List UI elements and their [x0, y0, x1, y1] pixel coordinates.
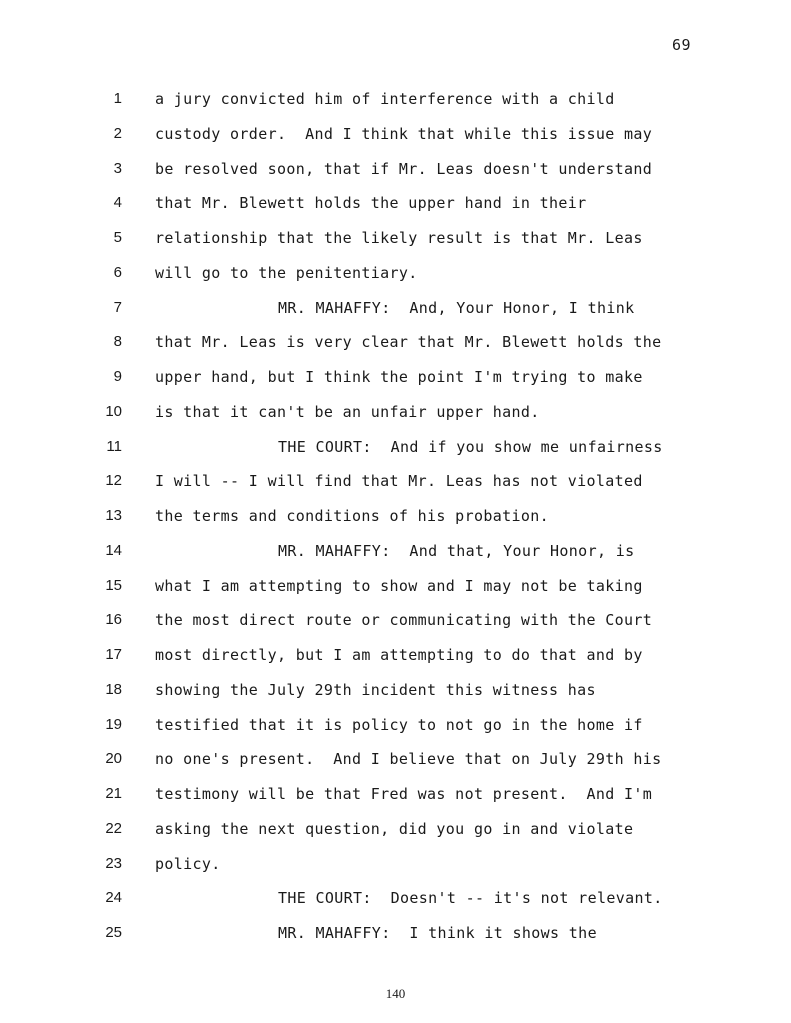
line-number: 23	[105, 854, 122, 872]
line-text: I will -- I will find that Mr. Leas has not violated	[155, 472, 643, 491]
transcript-line	[0, 881, 791, 916]
transcript-line	[0, 638, 791, 673]
transcript-line	[0, 325, 791, 360]
line-text: be resolved soon, that if Mr. Leas doesn't understand	[155, 159, 653, 178]
line-text: most directly, but I am attempting to do that and by	[155, 646, 643, 664]
line-number: 14	[105, 541, 122, 559]
line-number: 22	[105, 819, 122, 837]
line-text: no one's present. And I believe that on July 29th his	[155, 750, 662, 769]
line-text: showing the July 29th incident this witness has	[155, 680, 596, 699]
line-text: relationship that the likely result is that Mr. Leas	[155, 229, 643, 247]
line-text: the most direct route or communicating with the Court	[155, 611, 653, 630]
transcript-line	[0, 534, 791, 569]
transcript-line	[0, 847, 791, 882]
transcript-line	[0, 464, 791, 499]
line-text: THE COURT: And if you show me unfairness	[278, 437, 663, 456]
transcript-line	[0, 430, 791, 465]
transcript-line	[0, 708, 791, 743]
line-text: what I am attempting to show and I may not be taking	[155, 576, 643, 595]
line-text: MR. MAHAFFY: And that, Your Honor, is	[278, 541, 635, 560]
line-text: custody order. And I think that while this issue may	[155, 124, 653, 143]
line-number: 15	[105, 576, 122, 594]
transcript-line	[0, 186, 791, 221]
line-text: will go to the penitentiary.	[155, 263, 418, 282]
line-text: testimony will be that Fred was not present. And I'm	[155, 785, 653, 803]
transcript-line	[0, 569, 791, 604]
line-number: 6	[113, 263, 122, 281]
line-number: 11	[106, 437, 122, 455]
line-text: policy.	[155, 854, 221, 873]
transcript-line	[0, 916, 791, 951]
line-text: MR. MAHAFFY: And, Your Honor, I think	[278, 298, 635, 317]
page-number: 69	[672, 36, 692, 54]
line-number: 5	[113, 229, 122, 246]
transcript-line	[0, 360, 791, 395]
line-number: 21	[105, 785, 122, 802]
bates-number: 140	[385, 986, 406, 1001]
line-text: asking the next question, did you go in and violate	[155, 819, 634, 838]
transcript-line	[0, 673, 791, 708]
transcript-line	[0, 812, 791, 847]
transcript-line	[0, 603, 791, 638]
line-number: 25	[105, 924, 122, 941]
line-text: upper hand, but I think the point I'm trying to make	[155, 368, 643, 386]
transcript-line	[0, 82, 791, 117]
line-number: 7	[113, 298, 122, 316]
line-text: MR. MAHAFFY: I think it shows the	[278, 924, 597, 942]
transcript-line	[0, 395, 791, 430]
transcript-line	[0, 221, 791, 256]
line-number: 17	[105, 646, 122, 663]
transcript-line	[0, 117, 791, 152]
line-number: 18	[105, 680, 122, 698]
line-number: 4	[113, 194, 122, 212]
line-number: 13	[105, 507, 122, 524]
transcript-line	[0, 152, 791, 187]
line-number: 19	[105, 715, 122, 733]
line-number: 3	[113, 159, 122, 177]
transcript-line	[0, 291, 791, 326]
line-number: 2	[113, 124, 122, 142]
line-number: 16	[105, 611, 122, 629]
line-number: 12	[105, 472, 122, 490]
line-number: 1	[113, 90, 122, 107]
line-text: is that it can't be an unfair upper hand.	[155, 402, 540, 421]
transcript-line	[0, 777, 791, 812]
line-number: 9	[113, 368, 122, 385]
line-text: THE COURT: Doesn't -- it's not relevant.	[278, 889, 663, 908]
transcript-line	[0, 499, 791, 534]
transcript-line	[0, 742, 791, 777]
line-text: testified that it is policy to not go in the home if	[155, 715, 643, 734]
line-number: 24	[105, 889, 122, 907]
line-text: the terms and conditions of his probation.	[155, 507, 549, 525]
line-text: that Mr. Blewett holds the upper hand in their	[155, 194, 587, 213]
line-number: 10	[105, 402, 122, 420]
transcript-line	[0, 256, 791, 291]
line-text: a jury convicted him of interference with a child	[155, 90, 615, 108]
transcript-body	[0, 82, 791, 951]
line-number: 20	[105, 750, 122, 768]
line-number: 8	[113, 333, 122, 351]
line-text: that Mr. Leas is very clear that Mr. Blewett holds the	[155, 333, 662, 352]
